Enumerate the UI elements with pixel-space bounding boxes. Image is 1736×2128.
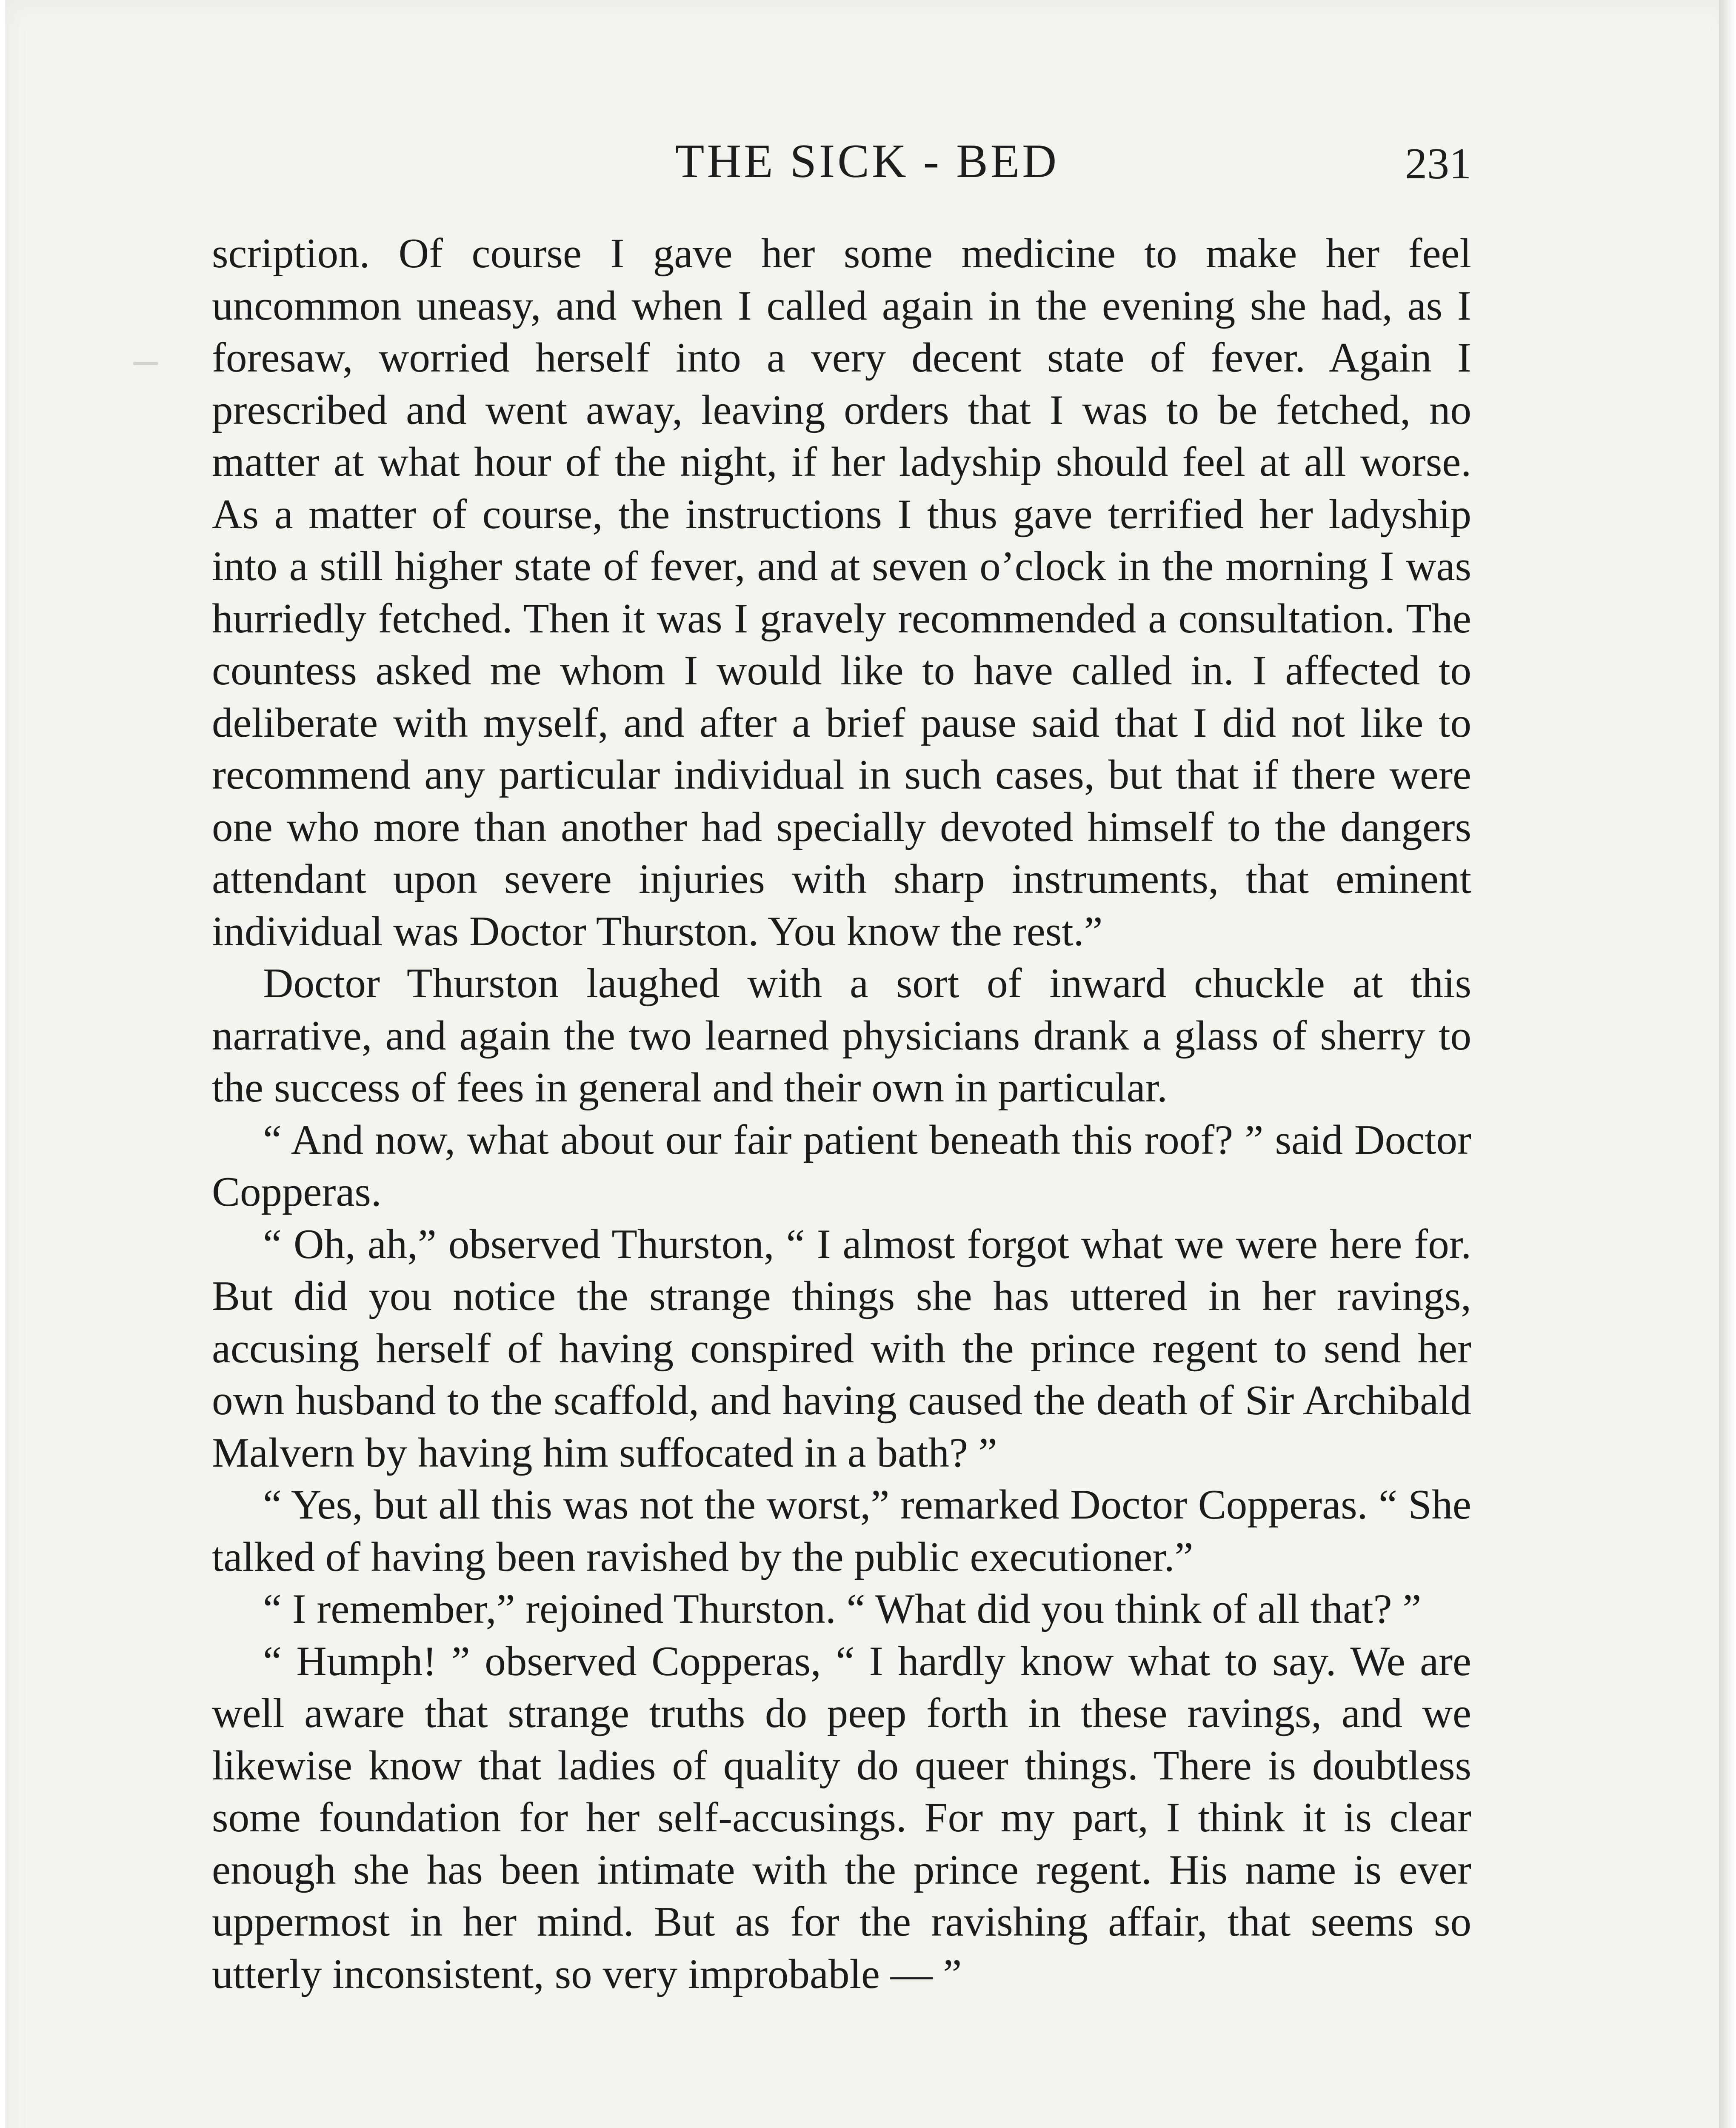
- page-edge: [1719, 0, 1736, 2128]
- page-number: 231: [1405, 139, 1471, 188]
- paragraph: “ Oh, ah,” observed Thurston, “ I almost forgot what we were here for. But did you notice the strange things she has uttered in her ravings, accusing herself of having conspired with the prince regent to send her own husband to the scaffold, and having caused the death of Sir Archibald Malvern by having him suffocated in a bath? ”: [212, 1221, 1471, 1476]
- paragraph: Doctor Thurston laughed with a sort of inward chuckle at this narrative, and again the two learned physicians drank a glass of sherry to the success of fees in general and their own in particular.: [212, 960, 1471, 1111]
- paragraph: “ Yes, but all this was not the worst,” remarked Doctor Copperas. “ She talked of having been ravished by the public executioner.”: [212, 1482, 1471, 1580]
- paragraph: “ And now, what about our fair patient beneath this roof? ” said Doctor Copperas.: [212, 1116, 1471, 1215]
- body-text: [212, 228, 1471, 2000]
- paragraph: “ I remember,” rejoined Thurston. “ What did you think of all that? ”: [263, 1586, 1422, 1632]
- paragraph: “ Humph! ” observed Copperas, “ I hardly know what to say. We are well aware that strange truths do peep forth in these ravings, and we likewise know that ladies of quality do queer things. There is doubtless some foundation for her self-accusings. For my part, I think it is clear enough she has been intimate with the prince regent. His name is ever uppermost in her mind. But as for the ravishing affair, that seems so utterly inconsistent, so very improbable — ”: [212, 1638, 1471, 1997]
- paragraph-continuation: scription. Of course I gave her some medicine to make her feel uncommon uneasy, and when I called again in the evening she had, as I foresaw, worried herself into a very decent state of fever. Again I prescribed and went away, leaving orders that I was to be fetched, no matter at what hour of the night, if her ladyship should feel at all worse. As a matter of course, the instructions I thus gave terrified her ladyship into a still higher state of fever, and at seven o’clock in the morning I was hurriedly fetched. Then it was I gravely recommended a consultation. The countess asked me whom I would like to have called in. I affected to deliberate with myself, and after a brief pause said that I did not like to recommend any particular individual in such cases, but that if there were one who more than another had specially devoted himself to the dangers attendant upon severe injuries with sharp instruments, that eminent individual was Doctor Thurston. You know the rest.”: [212, 230, 1471, 955]
- page-mark: [133, 362, 158, 365]
- running-title: THE SICK - BED: [675, 135, 1059, 188]
- running-head: [212, 134, 1471, 194]
- book-page: [5, 0, 1732, 2128]
